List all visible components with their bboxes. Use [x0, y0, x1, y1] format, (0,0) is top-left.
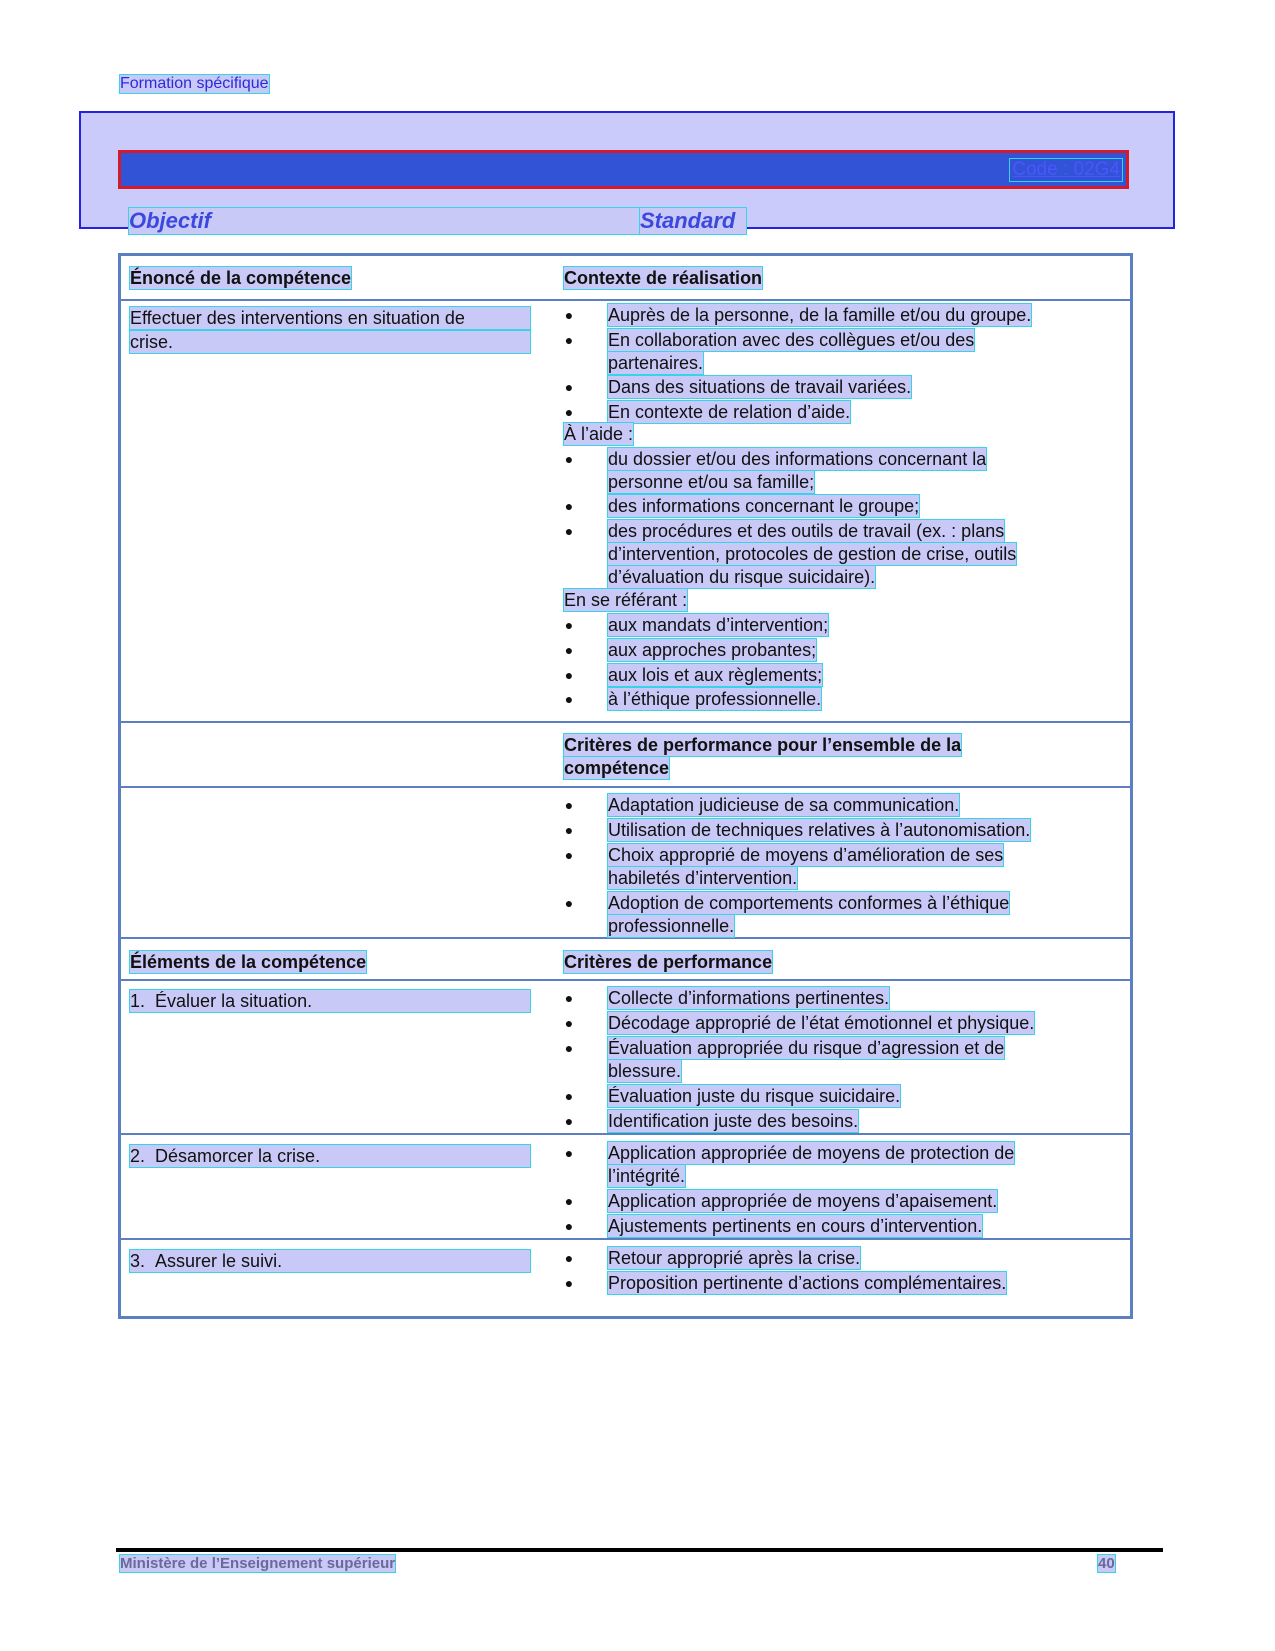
bullet: ●	[564, 667, 574, 683]
bullet: ●	[564, 332, 574, 348]
element-title: 2. Désamorcer la crise.	[130, 1145, 530, 1167]
course-code: Code : 02G4	[1012, 159, 1120, 180]
criteres-ensemble-header: compétence	[564, 758, 670, 778]
banner-bar	[118, 150, 1129, 189]
objectif-heading: Objectif	[129, 208, 640, 234]
header-label: Formation spécifique	[120, 75, 269, 92]
bullet: ●	[564, 404, 574, 420]
bullet: ●	[564, 1218, 574, 1234]
bullet: ●	[564, 822, 574, 838]
contexte-line: personne et/ou sa famille;	[608, 472, 815, 492]
contexte-line: aux mandats d’intervention;	[608, 615, 829, 635]
critere-line: Évaluation appropriée du risque d’agression et de	[608, 1038, 1005, 1058]
criteres-ensemble-line: professionnelle.	[608, 916, 735, 936]
critere-line: Évaluation juste du risque suicidaire.	[608, 1086, 901, 1106]
row-divider	[121, 721, 1130, 723]
bullet: ●	[564, 1275, 574, 1291]
bullet: ●	[564, 451, 574, 467]
bullet: ●	[564, 1040, 574, 1056]
bullet: ●	[564, 691, 574, 707]
contexte-line: d’évaluation du risque suicidaire).	[608, 567, 876, 587]
critere-line: Ajustements pertinents en cours d’intervention.	[608, 1216, 983, 1236]
row-divider	[121, 1133, 1130, 1135]
criteres-ensemble-header: Critères de performance pour l’ensemble de la	[564, 735, 962, 755]
bullet: ●	[564, 1088, 574, 1104]
elements-header: Éléments de la compétence	[130, 952, 367, 972]
bullet: ●	[564, 379, 574, 395]
element-title: 1. Évaluer la situation.	[130, 990, 530, 1012]
contexte-line: d’intervention, protocoles de gestion de crise, outils	[608, 544, 1017, 564]
critere-line: Décodage approprié de l’état émotionnel et physique.	[608, 1013, 1035, 1033]
contexte-line: Auprès de la personne, de la famille et/ou du groupe.	[608, 305, 1032, 325]
row-divider	[121, 786, 1130, 788]
criteres-ensemble-line: Adoption de comportements conformes à l’éthique	[608, 893, 1010, 913]
bullet: ●	[564, 797, 574, 813]
criteres-ensemble-line: Utilisation de techniques relatives à l’autonomisation.	[608, 820, 1031, 840]
bullet: ●	[564, 1015, 574, 1031]
bullet: ●	[564, 498, 574, 514]
bullet: ●	[564, 307, 574, 323]
contexte-line: Dans des situations de travail variées.	[608, 377, 912, 397]
enonce-text-line: crise.	[130, 331, 530, 353]
footer-rule	[116, 1548, 1163, 1552]
criteres-ensemble-line: Adaptation judicieuse de sa communication.	[608, 795, 960, 815]
row-divider	[121, 1238, 1130, 1240]
row-divider	[121, 299, 1130, 301]
bullet: ●	[564, 1145, 574, 1161]
standard-heading: Standard	[640, 208, 746, 234]
bullet: ●	[564, 642, 574, 658]
critere-line: Application appropriée de moyens de protection de	[608, 1143, 1015, 1163]
element-title: 3. Assurer le suivi.	[130, 1250, 530, 1272]
bullet: ●	[564, 523, 574, 539]
bullet: ●	[564, 617, 574, 633]
bullet: ●	[564, 1193, 574, 1209]
critere-line: Retour approprié après la crise.	[608, 1248, 861, 1268]
contexte-subheading: En se référant :	[564, 590, 688, 610]
enonce-text-line: Effectuer des interventions en situation de	[130, 307, 530, 329]
contexte-line: des procédures et des outils de travail (ex. : plans	[608, 521, 1005, 541]
enonce-header: Énoncé de la compétence	[130, 268, 352, 288]
critere-line: Proposition pertinente d’actions complémentaires.	[608, 1273, 1007, 1293]
contexte-line: des informations concernant le groupe;	[608, 496, 920, 516]
contexte-line: à l’éthique professionnelle.	[608, 689, 822, 709]
bullet: ●	[564, 1250, 574, 1266]
critere-line: Identification juste des besoins.	[608, 1111, 859, 1131]
criteres-ensemble-line: habiletés d’intervention.	[608, 868, 798, 888]
critere-line: blessure.	[608, 1061, 682, 1081]
bullet: ●	[564, 895, 574, 911]
contexte-line: aux approches probantes;	[608, 640, 817, 660]
critere-line: Application appropriée de moyens d’apaisement.	[608, 1191, 998, 1211]
contexte-subheading: À l’aide :	[564, 424, 634, 444]
bullet: ●	[564, 990, 574, 1006]
critere-line: l’intégrité.	[608, 1166, 686, 1186]
critere-line: Collecte d’informations pertinentes.	[608, 988, 890, 1008]
bullet: ●	[564, 847, 574, 863]
contexte-line: du dossier et/ou des informations concernant la	[608, 449, 987, 469]
contexte-line: En collaboration avec des collègues et/ou des	[608, 330, 975, 350]
row-divider	[121, 937, 1130, 939]
contexte-line: aux lois et aux règlements;	[608, 665, 823, 685]
footer-ministry: Ministère de l’Enseignement supérieur	[120, 1555, 396, 1572]
row-divider	[121, 979, 1130, 981]
bullet: ●	[564, 1113, 574, 1129]
competence-table	[118, 253, 1133, 1319]
criteres-header: Critères de performance	[564, 952, 773, 972]
contexte-line: En contexte de relation d’aide.	[608, 402, 851, 422]
page-number: 40	[1098, 1555, 1115, 1572]
contexte-header: Contexte de réalisation	[564, 268, 763, 288]
criteres-ensemble-line: Choix approprié de moyens d’amélioration de ses	[608, 845, 1004, 865]
contexte-line: partenaires.	[608, 353, 704, 373]
